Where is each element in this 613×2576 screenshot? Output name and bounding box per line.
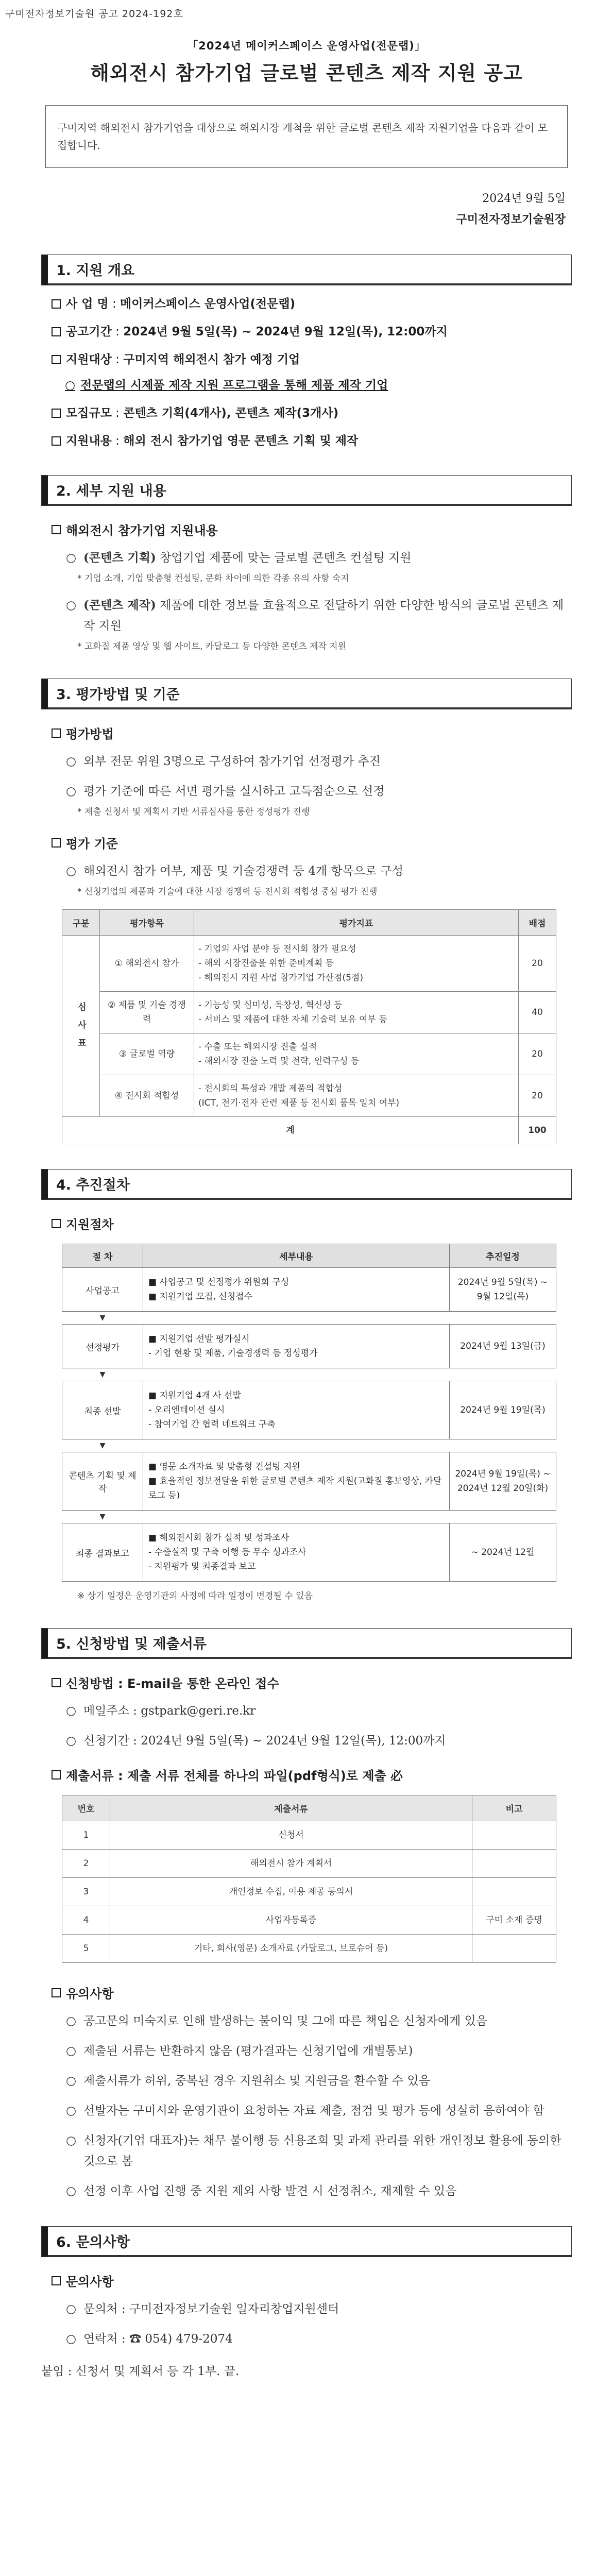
circle-bullet-icon: ○ [66,2104,77,2117]
table-header-row: 절 차 세부내용 추진일정 [62,1244,556,1268]
detail-note: * 기업 소개, 기업 맞춤형 컨설팅, 문화 차이에 의한 각종 유의 사항 숙지 [77,573,349,584]
section-title: 4. 추진절차 [48,1170,571,1199]
attachment-footer: 붙임 : 신청서 및 계획서 등 각 1부. 끝. [41,2365,240,2378]
section-bar [42,679,48,709]
eval-method-item: ○ 외부 전문 위원 3명으로 구성하여 참가기업 선정평가 추진 [66,751,568,772]
table-row: 최종 결과보고 ■ 해외전시회 참가 실적 및 성과조사 - 수출실적 및 구축 이행 등 무수 성과조사 - 지원평가 및 최종결과 보고 ~ 2024년 12월 [62,1523,556,1582]
section-title: 2. 세부 지원 내용 [48,476,571,505]
circle-bullet-icon: ○ [66,755,77,768]
circle-bullet-icon: ○ [66,865,77,878]
arrow-down-icon: ▼ [99,1442,106,1450]
arrow-down-icon: ▼ [99,1513,106,1521]
section-header-detail [41,475,572,506]
apply-method-title: 신청방법 : E-mail을 통한 온라인 접수 [52,1673,613,1691]
table-row: ② 제품 및 기술 경쟁력 - 기능성 및 심미성, 독창성, 혁신성 등 - 서비스 및 제품에 대한 자체 기술력 보유 여부 등 40 [62,992,556,1033]
square-bullet-icon [52,355,61,364]
square-bullet-icon [52,728,61,738]
table-row: 최종 선발 ■ 지원기업 4개 사 선발 - 오리엔테이션 실시 - 참여기업 간 협력 네트워크 구축 2024년 9월 19일(목) [62,1381,556,1439]
circle-bullet-icon: ○ [66,2014,77,2028]
documents-table [62,1795,556,1963]
caution-item: ○ 제출된 서류는 반환하지 않음 (평가결과는 신청기업에 개별통보) [66,2041,568,2061]
page-title: 해외전시 참가기업 글로벌 콘텐츠 제작 지원 공고 [90,62,523,84]
table-total-row: 계 100 [62,1117,556,1144]
eval-criteria-note: * 신청기업의 제품과 기술에 대한 시장 경쟁력 등 전시회 적합성 중심 평가 진행 [77,887,378,897]
table-row: 심 사 표 ① 해외전시 참가 - 기업의 사업 분야 등 전시회 참가 필요성 - 해외 시장진출을 위한 준비계획 등 - 해외전시 지원 사업 참가기업 가산점(5점) 20 [62,936,556,992]
arrow-down-icon: ▼ [99,1314,106,1322]
square-bullet-icon [52,1219,61,1228]
detail-item: ○ (콘텐츠 기획) 창업기업 제품에 맞는 글로벌 콘텐츠 컨설팅 지원 [66,548,568,568]
caution-item: ○ 선발자는 구미시와 운영기관이 요청하는 자료 제출, 점검 및 평가 등에 성실히 응하여야 함 [66,2100,568,2121]
section-bar [42,1629,48,1658]
overview-item: 지원대상 : 구미지역 해외전시 참가 예정 기업 [52,350,613,369]
arrow-down-icon: ▼ [99,1370,106,1379]
eval-method-title: 평가방법 [52,724,613,742]
eval-method-item: ○ 평가 기준에 따른 서면 평가를 실시하고 고득점순으로 선정 [66,781,568,802]
section-header-apply [41,1628,572,1659]
section-header-evaluation [41,679,572,709]
caution-item: ○ 제출서류가 허위, 중복된 경우 지원취소 및 지원금을 환수할 수 있음 [66,2071,568,2091]
table-row: 1 신청서 [62,1821,556,1850]
title-block [0,38,613,86]
circle-bullet-icon: ○ [66,2134,77,2147]
overview-item: 사 업 명 : 메이커스페이스 운영사업(전문랩) [52,295,613,313]
issuer-name: 구미전자정보기술원장 [456,213,566,226]
circle-bullet-icon: ○ [66,551,77,565]
circle-bullet-icon: ○ [66,785,77,798]
issue-info [0,189,566,230]
table-group-label: 심 사 표 [62,936,100,1117]
square-bullet-icon [52,838,61,848]
circle-bullet-icon: ○ [66,2302,77,2316]
square-bullet-icon [52,525,61,534]
caution-item: ○ 공고문의 미숙지로 인해 발생하는 불이익 및 그에 따른 책임은 신청자에게 있음 [66,2011,568,2031]
table-header-row: 번호 제출서류 비고 [62,1795,556,1821]
section-bar [42,1170,48,1199]
circle-bullet-icon: ○ [66,2044,77,2058]
detail-subtitle: 해외전시 참가기업 지원내용 [52,520,613,538]
eval-criteria-item: ○ 해외전시 참가 여부, 제품 및 기술경쟁력 등 4개 항목으로 구성 [66,861,568,882]
section-header-contact [41,2226,572,2257]
square-bullet-icon [52,299,61,309]
table-row: ④ 전시회 적합성 - 전시회의 특성과 개발 제품의 적합성 (ICT, 전기·전자 관련 제품 등 전시회 품목 일치 여부) 20 [62,1075,556,1117]
overview-item: 공고기간 : 2024년 9월 5일(목) ~ 2024년 9월 12일(목), 12:00까지 [52,323,613,341]
table-row: 사업공고 ■ 사업공고 및 선정평가 위원회 구성 ■ 지원기업 모집, 신청접수 2024년 9월 5일(목) ~ 9월 12일(목) [62,1268,556,1312]
square-bullet-icon [52,1770,61,1780]
apply-docs-title: 제출서류 : 제출 서류 전체를 하나의 파일(pdf형식)로 제출 必 [52,1766,613,1784]
circle-bullet-icon: ○ [66,2332,77,2346]
circle-bullet-icon: ○ [66,1734,77,1748]
square-bullet-icon [52,327,61,336]
circle-bullet-icon: ○ [66,599,77,612]
intro-box: 구미지역 해외전시 참가기업을 대상으로 해외시장 개척을 위한 글로벌 콘텐츠 제작 지원기업을 다음과 같이 모집합니다. [45,105,568,168]
table-row: 5 기타, 회사(영문) 소개자료 (카달로그, 브로슈어 등) [62,1935,556,1963]
section-title: 1. 지원 개요 [48,255,571,285]
contact-org: ○ 문의처 : 구미전자정보기술원 일자리창업지원센터 [66,2299,568,2319]
eval-method-note: * 제출 신청서 및 계획서 기반 서류심사를 통한 정성평가 진행 [77,807,310,817]
square-bullet-icon [52,2276,61,2285]
circle-bullet-icon: ○ [66,2184,77,2198]
section-header-overview [41,255,572,285]
table-header-row: 구분 평가항목 평가지표 배점 [62,910,556,936]
detail-note: * 고화질 제품 영상 및 웹 사이트, 카달로그 등 다양한 콘텐츠 제작 지원 [77,641,347,652]
circle-bullet-icon: ○ [65,379,76,392]
table-row: 2 해외전시 참가 계획서 [62,1850,556,1878]
table-row: ③ 글로벌 역량 - 수출 또는 해외시장 진출 실적 - 해외시장 진출 노력 및 전략, 인력구성 등 20 [62,1033,556,1075]
overview-item: 지원내용 : 해외 전시 참가기업 영문 콘텐츠 기획 및 제작 [52,432,613,450]
section-title: 6. 문의사항 [48,2227,571,2257]
section-bar [42,2227,48,2257]
caution-item: ○ 선정 이후 사업 진행 중 지원 제외 사항 발견 시 선정취소, 재제할 수 있음 [66,2181,568,2201]
square-bullet-icon [52,1678,61,1687]
contact-phone: ○ 연락처 : ☎ 054) 479-2074 [66,2329,568,2349]
detail-item: ○ (콘텐츠 제작) 제품에 대한 정보를 효율적으로 전달하기 위한 다양한 방식의 글로벌 콘텐츠 제작 지원 [66,595,568,636]
caution-item: ○ 신청자(기업 대표자)는 채무 불이행 등 신용조회 및 과제 관리를 위한 개인정보 활용에 동의한 것으로 봄 [66,2130,568,2172]
section-title: 3. 평가방법 및 기준 [48,679,571,709]
doc-number: 구미전자정보기술원 공고 2024-192호 [5,8,183,20]
table-row: 3 개인정보 수집, 이용 제공 동의서 [62,1878,556,1906]
eval-criteria-title: 평가 기준 [52,834,613,852]
overview-note: ○ 전문랩의 시제품 제작 지원 프로그램을 통해 제품 제작 기업 [65,376,613,395]
square-bullet-icon [52,1988,61,1997]
overview-item: 모집규모 : 콘텐츠 기획(4개사), 콘텐츠 제작(3개사) [52,404,613,422]
section-header-process [41,1169,572,1200]
process-table [62,1244,556,1582]
cautions-title: 유의사항 [52,1984,613,2002]
section-title: 5. 신청방법 및 제출서류 [48,1629,571,1658]
section-bar [42,476,48,505]
evaluation-table [62,909,556,1144]
table-row: 선정평가 ■ 지원기업 선발 평가실시 - 기업 현황 및 제품, 기술경쟁력 등 정성평가 2024년 9월 13일(금) [62,1325,556,1368]
contact-title: 문의사항 [52,2272,613,2290]
square-bullet-icon [52,409,61,418]
title-subheading: 「2024년 메이커스페이스 운영사업(전문랩)」 [187,40,426,52]
apply-email: ○ 메일주소 : gstpark@geri.re.kr [66,1701,568,1721]
apply-period: ○ 신청기간 : 2024년 9월 5일(목) ~ 2024년 9월 12일(목), 12:00까지 [66,1731,568,1751]
table-row: 콘텐츠 기획 및 제작 ■ 영문 소개자료 및 맞춤형 컨설팅 지원 ■ 효율적인 정보전달을 위한 글로벌 콘텐츠 제작 지원(고화질 홍보영상, 카달로그 등) 2024년 9월 19일(목) ~ 2024년 12월 20일(화) [62,1452,556,1511]
issue-date: 2024년 9월 5일 [482,192,566,205]
table-row: 4 사업자등록증 구미 소재 증명 [62,1906,556,1935]
process-note: ※ 상기 일정은 운영기관의 사정에 따라 일정이 변경될 수 있음 [77,1591,313,1601]
circle-bullet-icon: ○ [66,1704,77,1718]
square-bullet-icon [52,436,61,446]
process-subtitle: 지원절차 [52,1214,613,1232]
circle-bullet-icon: ○ [66,2074,77,2088]
section-bar [42,255,48,285]
